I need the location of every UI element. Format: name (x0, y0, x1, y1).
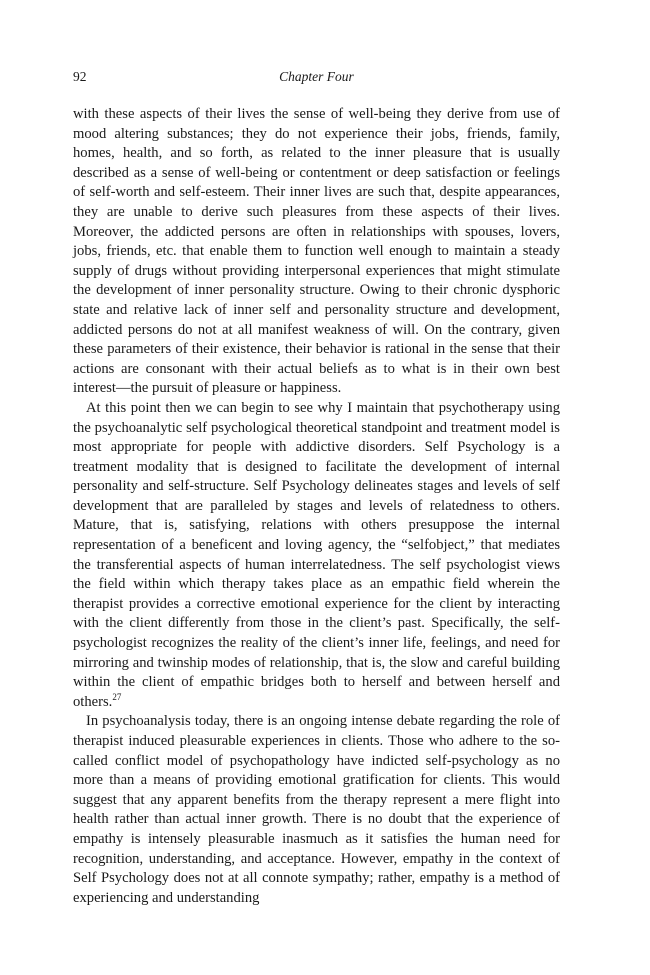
paragraph-text: In psychoanalysis today, there is an ongoing intense debate regarding the role of therapist induced pleasurable experiences in clients. Those who adhere to the so-called conflict model of psychopathology have indicted self-psychology as no more than a means of providing emotional gratification for clients. This would suggest that any apparent benefits from the therapy represent a mere flight into health rather than actual inner growth. There is no doubt that the experience of empathy is intensely pleasurable inasmuch as it satisfies the human need for recognition, understanding, and acceptance. However, empathy in the context of Self Psychology does not at all connote sympathy; rather, empathy is a method of experiencing and understanding (73, 713, 560, 906)
paragraph-continued (73, 105, 560, 399)
paragraph (73, 712, 560, 908)
page-number: 92 (73, 69, 87, 84)
chapter-title: Chapter Four (279, 69, 354, 84)
paragraph-text: with these aspects of their lives the sense of well-being they derive from use of mood altering substances; they do not experience their jobs, friends, family, homes, health, and so forth, as related to the inner pleasure that is usually described as a sense of well-being or contentment or deep satisfaction or feelings of self-worth and self-esteem. Their inner lives are such that, despite appearances, they are unable to derive such pleasures from these aspects of their lives. Moreover, the addicted persons are often in relationships with spouses, lovers, jobs, friends, etc. that enable them to function well enough to maintain a steady supply of drugs without providing interpersonal experiences that might stimulate the development of inner personality structure. Owing to their chronic dysphoric state and relative lack of inner self and personality structure and development, addicted persons do not at all manifest weakness of will. On the contrary, given these parameters of their existence, their behavior is rational in the sense that their actions are consonant with their actual beliefs as to what is in their own best interest—the pursuit of pleasure or happiness. (73, 106, 560, 397)
running-head (73, 68, 560, 90)
book-page (73, 68, 560, 908)
body-text (73, 105, 560, 908)
paragraph (73, 399, 560, 713)
footnote-reference: 27 (112, 691, 122, 702)
paragraph-text: At this point then we can begin to see why I maintain that psychotherapy using the psychoanalytic self psychological theoretical standpoint and treatment model is most appropriate for people with addictive disorders. Self Psychology is a treatment modality that is designed to facilitate the development of internal personality and self-structure. Self Psychology delineates stages and levels of self development that are paralleled by stages and levels of relatedness to others. Mature, that is, satisfying, relations with others presuppose the internal representation of a beneficent and loving agency, the “selfobject,” that mediates the transferential aspects of human interrelatedness. The self psychologist views the field within which therapy takes place as an empathic field wherein the therapist provides a corrective emotional experience for the client by interacting with the client differently from those in the client’s past. Specifically, the self-psychologist recognizes the reality of the client’s inner life, feelings, and need for mirroring and twinship modes of relationship, that is, the slow and careful building within the client of empathic bridges both to herself and between herself and others. (73, 399, 560, 710)
